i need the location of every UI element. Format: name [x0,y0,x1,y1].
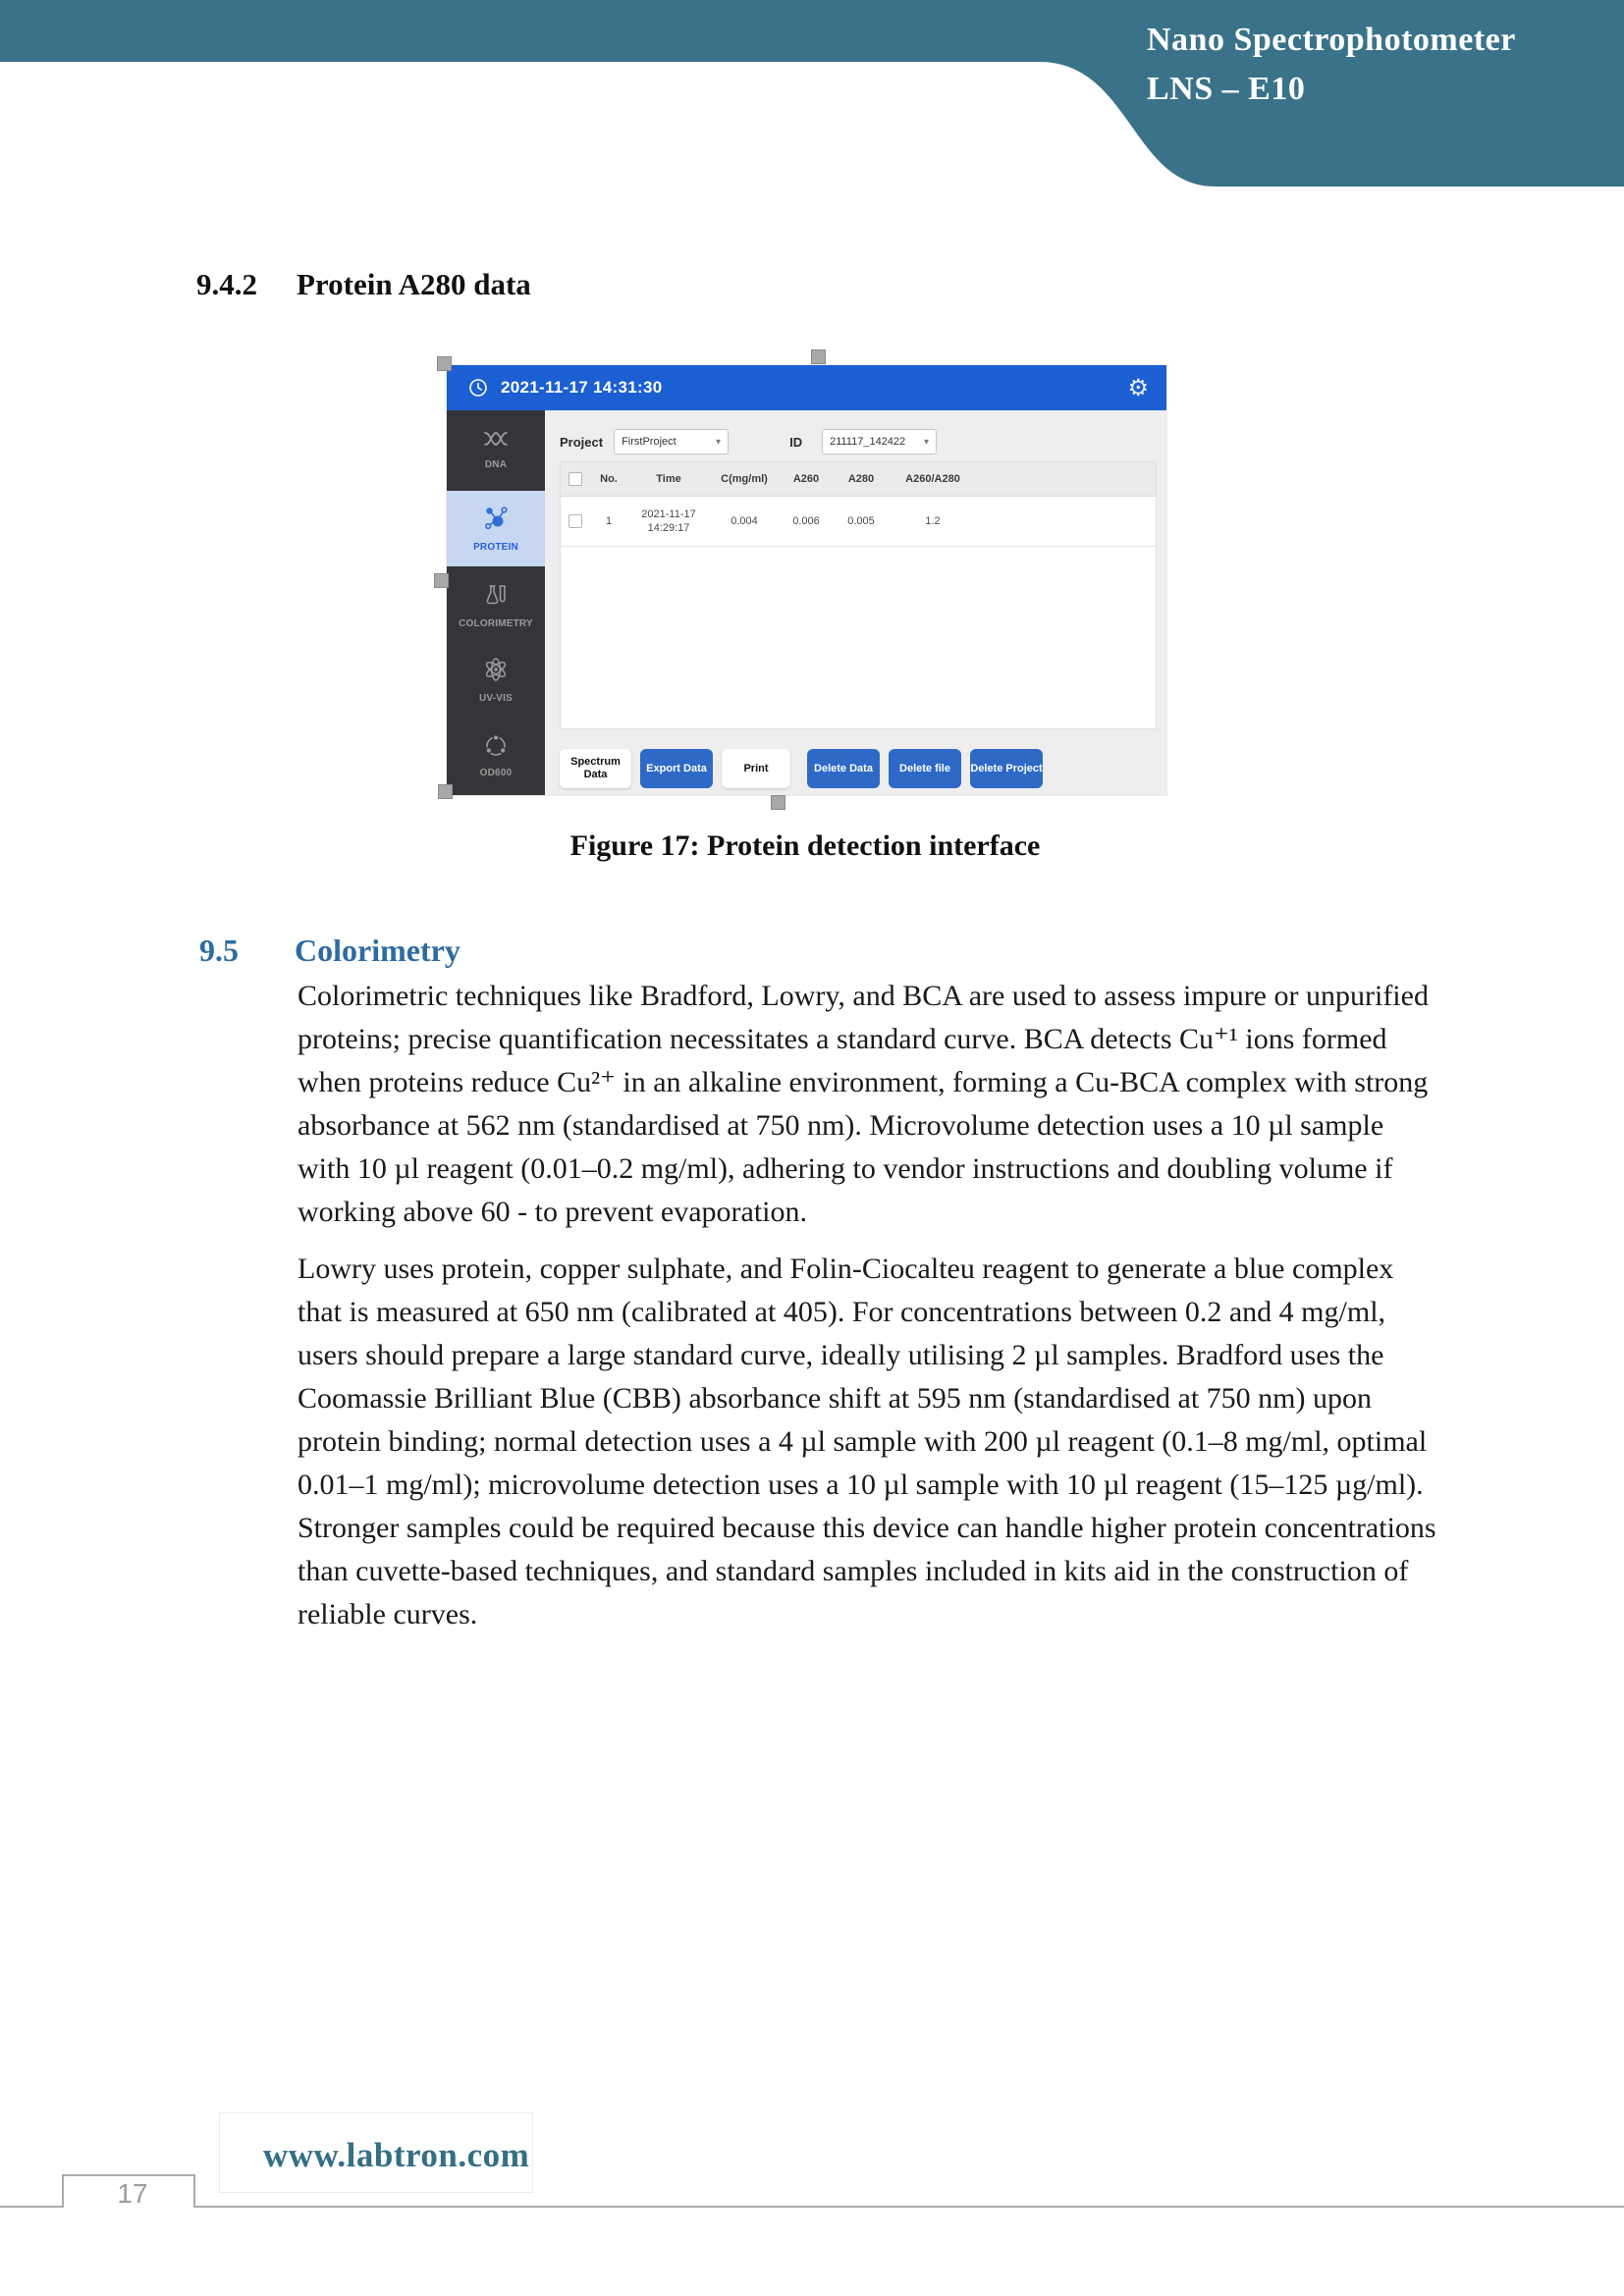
sidebar-item-od600[interactable] [447,724,545,785]
results-table [560,461,1157,729]
row-checkbox[interactable] [568,514,582,528]
beaker-tube-icon [483,583,509,614]
titlebar-datetime: 2021-11-17 14:31:30 [501,378,663,397]
print-button[interactable]: Print [722,749,790,788]
sidebar-item-label: COLORIMETRY [459,617,533,629]
section-heading-942 [196,267,531,302]
cell-time [627,507,710,535]
sidebar-item-dna[interactable] [447,418,545,479]
resize-handle-bottom-center[interactable] [771,795,785,810]
paragraph-bca: Colorimetric techniques like Bradford, Lowry, and BCA are used to assess impure or unpurified proteins; precise quantification necessitates a standard curve. BCA detects Cu⁺¹ ions formed when proteins reduce Cu²⁺ in an alkaline environment, forming a Cu-BCA complex with strong absorbance at 562 nm (standardised at 750 nm). Microvolume detection uses a 10 µl sample with 10 µl reagent (0.01–0.2 mg/ml), adhering to vendor instructions and doubling volume if working above 60 - to prevent evaporation. [298,980,1429,1228]
section-heading-95 [199,933,460,969]
cell-no: 1 [605,515,613,527]
cell-clock: 14:29:17 [647,522,690,534]
header-product-name: Nano Spectrophotometer [1147,22,1516,58]
footer-rule [0,2165,1624,2215]
delete-file-button[interactable]: Delete file [889,749,961,788]
resize-handle-top-left[interactable] [437,356,452,371]
id-value: 211117_142422 [830,436,906,448]
settings-gear-icon[interactable]: ⚙ [1127,374,1149,401]
protein-molecule-icon [483,505,510,537]
sidebar-item-label: UV-VIS [479,692,513,704]
col-header-time: Time [656,473,681,485]
sidebar-item-protein[interactable] [447,491,545,566]
cell-ratio: 1.2 [925,515,941,527]
section-body-text [298,975,1441,1650]
col-header-a280: A280 [847,473,875,485]
cell-date: 2021-11-17 [641,508,696,520]
od600-dish-icon [483,732,509,763]
app-main-area [545,410,1166,795]
page-number: 17 [117,2178,148,2209]
id-dropdown[interactable] [822,429,937,454]
dna-icon [482,428,510,454]
figure-caption: Figure 17: Protein detection interface [569,829,1041,862]
chevron-down-icon: ▾ [716,436,722,448]
resize-handle-top-center[interactable] [811,349,826,364]
section-number: 9.4.2 [196,267,257,301]
sidebar-item-colorimetry[interactable] [447,575,545,636]
cell-a280: 0.005 [847,515,875,527]
delete-data-button[interactable]: Delete Data [807,749,880,788]
col-header-no: No. [600,473,618,485]
atom-icon [482,656,510,688]
section-title: Colorimetry [295,933,460,968]
section-title: Protein A280 data [297,267,531,301]
cell-a260: 0.006 [792,515,820,527]
project-toolbar [560,428,937,455]
paragraph-lowry-bradford: Lowry uses protein, copper sulphate, and Folin-Ciocalteu reagent to generate a blue complex that is measured at 650 nm (calibrated at 405). For concentrations between 0.2 and 4 mg/ml, users should prepare a large standard curve, ideally utilising 2 µl samples. Bradford uses the Coomassie Brilliant Blue (CBB) absorbance shift at 595 nm (standardised at 750 nm) upon protein binding; normal detection uses a 4 µl sample with 200 µl reagent (0.1–8 mg/ml, optimal 0.01–1 mg/ml); microvolume detection uses a 10 µl sample with 10 µl reagent (15–125 µg/ml). Stronger samples could be required because this device can handle higher protein concentrations than cuvette-based techniques, and standard samples included in kits aid in the construction of reliable curves. [298,1253,1436,1630]
col-header-c: C(mg/ml) [721,473,768,485]
project-dropdown[interactable] [614,429,729,454]
chevron-down-icon: ▾ [924,436,930,448]
app-titlebar [447,365,1166,410]
col-header-ratio: A260/A280 [905,473,960,485]
export-data-button[interactable]: Export Data [640,749,713,788]
project-value: FirstProject [622,436,677,448]
delete-project-button[interactable]: Delete Project [970,749,1043,788]
app-sidebar [447,410,545,795]
clock-icon [468,378,488,398]
id-label: ID [789,434,803,450]
sidebar-item-label: DNA [484,458,508,470]
col-header-a260: A260 [792,473,820,485]
website-link[interactable]: www.labtron.com [263,2136,530,2174]
select-all-checkbox[interactable] [568,472,582,486]
section-number: 9.5 [199,933,239,968]
resize-handle-bottom-left[interactable] [438,784,453,799]
spectrum-data-button[interactable]: Spectrum Data [560,749,631,788]
table-row [561,497,1156,547]
resize-handle-left-middle[interactable] [434,573,449,588]
project-label: Project [560,434,604,450]
action-button-row [560,749,1043,788]
header-model-number: LNS – E10 [1147,71,1306,107]
sidebar-item-label: OD600 [479,767,513,778]
protein-detection-screenshot [447,365,1166,795]
sidebar-item-label: PROTEIN [473,542,518,553]
table-header-row [561,462,1156,497]
cell-c: 0.004 [731,515,758,527]
sidebar-item-uvvis[interactable] [447,648,545,711]
document-header-title [1147,16,1516,114]
